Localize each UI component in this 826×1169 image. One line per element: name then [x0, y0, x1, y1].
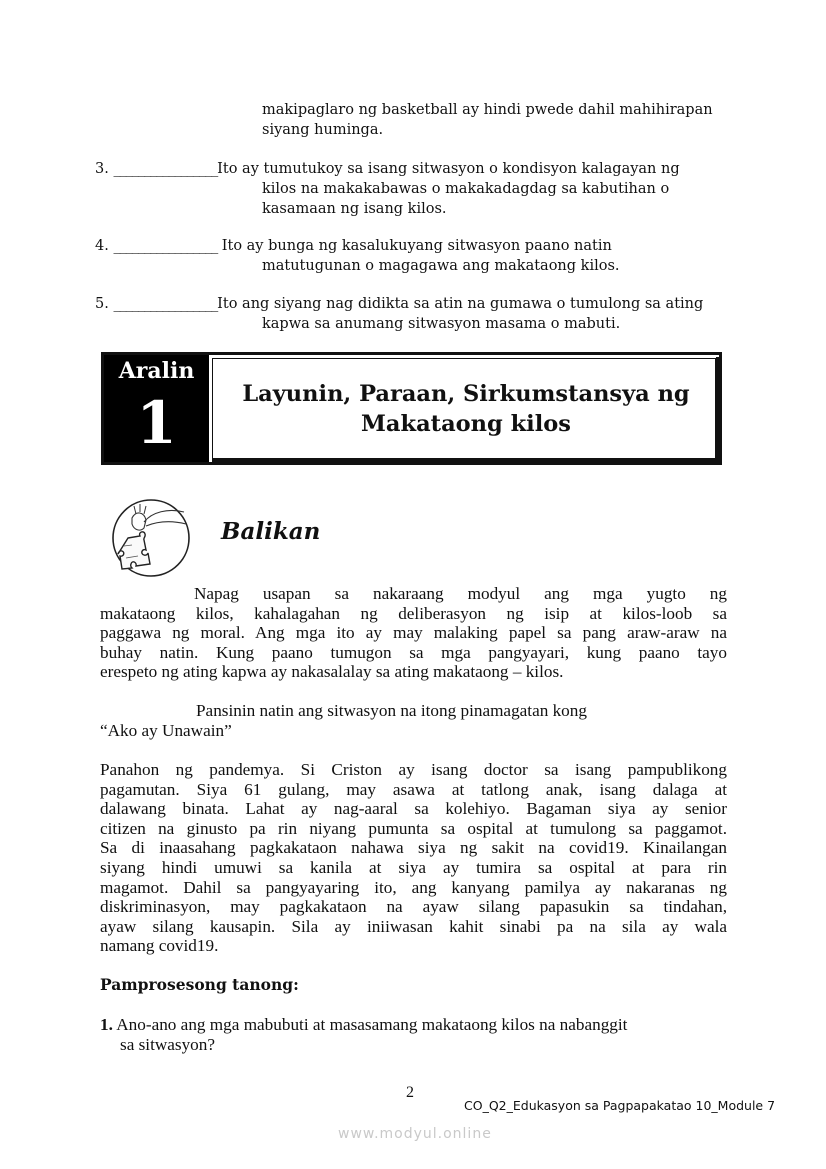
section-title: Balikan — [221, 518, 321, 545]
text-line: paggawa ng moral. Ang mga ito ay may malaking papel sa pang araw-araw na — [100, 623, 727, 643]
answer-blank[interactable]: _________________ — [113, 161, 218, 177]
item-number: 5. — [95, 296, 109, 312]
text-line: Napag usapan sa nakaraang modyul ang mga yugto ng — [194, 584, 727, 603]
item-4 — [95, 236, 745, 276]
answer-blank[interactable]: _________________ — [113, 296, 218, 312]
story-paragraph — [100, 760, 727, 956]
text-line: siyang huminga. — [262, 122, 384, 138]
text-line: Pansinin natin ang sitwasyon na itong pinamagatan kong — [196, 701, 587, 720]
item-5 — [95, 294, 745, 334]
text-line: kapwa sa anumang sitwasyon masama o mabuti. — [262, 316, 621, 332]
text-line: buhay natin. Kung paano tumugon sa mga pangyayari, kung paano tayo — [100, 642, 727, 662]
item-number: 4. — [95, 238, 109, 254]
lesson-title-line: Layunin, Paraan, Sirkumstansya ng — [242, 381, 690, 407]
text-line: namang covid19. — [100, 936, 219, 956]
intro-paragraph — [100, 584, 727, 682]
lesson-number: 1 — [136, 389, 177, 457]
text-line: citizen na ginusto pa rin niyang pumunta sa ospital at tumulong sa paggamot. — [100, 818, 727, 838]
lesson-title — [216, 379, 716, 439]
question-number: 1. — [100, 1015, 113, 1034]
answer-blank[interactable]: _________________ — [113, 238, 218, 254]
text-line: kasamaan ng isang kilos. — [262, 201, 447, 217]
text-line: ayaw silang kausapin. Sila ay iniiwasan kahit sinabi pa na sila ay wala — [100, 916, 727, 936]
text-line: Panahon ng pandemya. Si Criston ay isang doctor sa isang pampublikong — [100, 760, 727, 779]
watermark: www.modyul.online — [338, 1126, 492, 1142]
text-line: magamot. Dahil sa pangyayaring ito, ang kanyang pamilya ay nakaranas ng — [100, 877, 727, 897]
item-2-continuation — [262, 100, 713, 140]
text-line: diskriminasyon, may pagkakataon na ayaw silang papasukin sa tindahan, — [100, 897, 727, 917]
text-line: makipaglaro ng basketball ay hindi pwede dahil mahihirapan — [262, 102, 713, 118]
text-line: dalawang binata. Lahat ay nag-aaral sa kolehiyo. Bagaman siya ay senior — [100, 799, 727, 819]
hand-puzzle-piece-icon — [110, 496, 194, 580]
text-line: Sa di inaasahang pagkakataon nahawa siya ng sakit na covid19. Kinailangan — [100, 838, 727, 858]
item-3 — [95, 159, 745, 219]
questions-heading: Pamprosesong tanong: — [100, 975, 299, 994]
text-line: Ito ay bunga ng kasalukuyang sitwasyon paano natin — [221, 238, 612, 254]
lesson-label: Aralin — [118, 358, 195, 384]
lesson-header-shadow — [716, 357, 722, 465]
situation-intro — [100, 701, 727, 740]
text-line: erespeto ng ating kapwa ay nakasalalay sa ating makataong – kilos. — [100, 662, 564, 682]
text-line: matutugunan o magagawa ang makataong kilos. — [262, 258, 620, 274]
text-line: Ito ay tumutukoy sa isang sitwasyon o kondisyon kalagayan ng — [217, 161, 680, 177]
story-title: “Ako ay Unawain” — [100, 720, 232, 740]
page-number: 2 — [406, 1084, 414, 1101]
text-line: Ito ang siyang nag didikta sa atin na gumawa o tumulong sa ating — [217, 296, 704, 312]
lesson-title-line: Makataong kilos — [361, 411, 571, 437]
question-1 — [100, 1015, 740, 1054]
text-line: siyang hindi umuwi sa kanila at siya ay tumira sa ospital at para rin — [100, 857, 727, 877]
item-number: 3. — [95, 161, 109, 177]
text-line: makataong kilos, kahalagahan ng deliberasyon ng isip at kilos-loob sa — [100, 603, 727, 623]
text-line: sa sitwasyon? — [120, 1034, 215, 1054]
text-line: Ano-ano ang mga mabubuti at masasamang makataong kilos na nabanggit — [116, 1015, 628, 1034]
text-line: kilos na makakabawas o makakadagdag sa kabutihan o — [262, 181, 670, 197]
module-code: CO_Q2_Edukasyon sa Pagpapakatao 10_Module 7 — [464, 1098, 776, 1113]
text-line: pagamutan. Siya 61 gulang, may asawa at tatlong anak, isang dalaga at — [100, 779, 727, 799]
